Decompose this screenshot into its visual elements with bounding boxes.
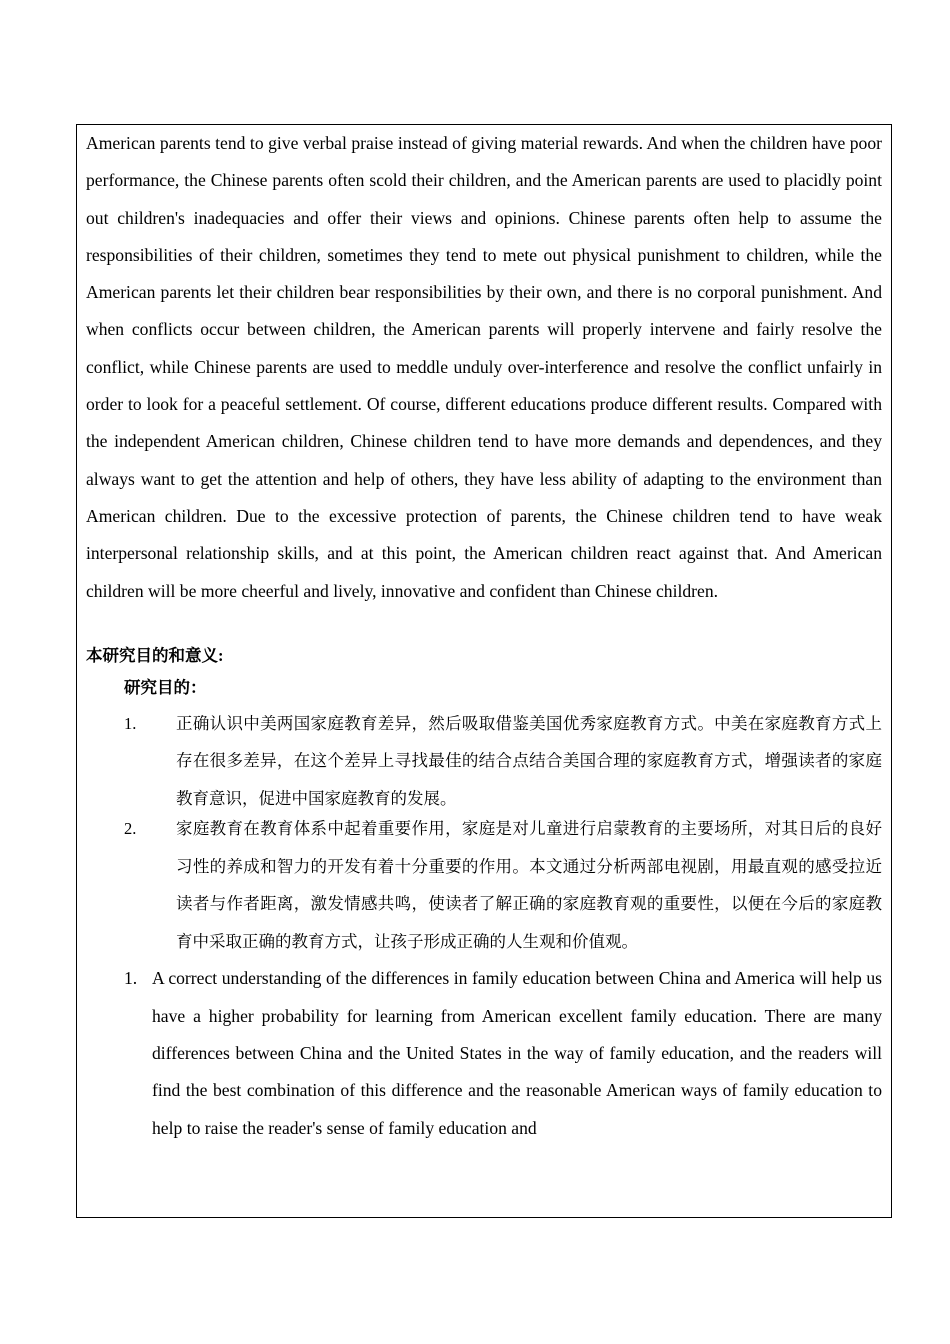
list-item-number: 2. — [124, 819, 137, 839]
sub-title: 研究目的： — [124, 677, 207, 697]
section-title: 本研究目的和意义: — [86, 645, 224, 665]
intro-paragraph: American parents tend to give verbal praise instead of giving material rewards. And when the children have poor performance, the Chinese parents often scold their children, and the American parents are used to placidly point out children's inadequacies and offer their views and opinions. Chinese parents often help to assume the responsibilities of their children, sometimes they tend to mete out physical punishment to children, while the American parents let their children bear responsibilities by their own, and there is no corporal punishment. And when conflicts occur between children, the American parents will properly intervene and fairly resolve the conflict, while Chinese parents are used to meddle unduly over-interference and resolve the conflict unfairly in order to look for a peaceful settlement. Of course, different educations produce different results. Compared with the independent American children, Chinese children tend to have more demands and dependences, and they always want to get the attention and help of others, they have less ability of adapting to the environment than American children. Due to the excessive protection of parents, the Chinese children tend to have weak interpersonal relationship skills, and at this point, the American children react against that. And American children will be more cheerful and lively, innovative and confident than Chinese children. — [86, 133, 882, 601]
list-item-text: 家庭教育在教育体系中起着重要作用，家庭是对儿童进行启蒙教育的主要场所，对其日后的良好习性的养成和智力的开发有着十分重要的作用。本文通过分析两部电视剧，用最直观的感受拉近读者与作者距离，激发情感共鸣，使读者了解正确的家庭教育观的重要性，以便在今后的家庭教育中采取正确的教育方式，让孩子形成正确的人生观和价值观。 — [176, 819, 882, 951]
list-item-number: 1. — [124, 713, 137, 733]
document-table-cell — [76, 124, 892, 1218]
list-item-text: A correct understanding of the differences in family education between China and America will help us have a higher probability for learning from American excellent family education. There are many differences between China and the United States in the way of family education, and the readers will find the best combination of this difference and the reasonable American ways of family education to help to raise the reader's sense of family education and — [152, 968, 882, 1138]
cell-content — [86, 125, 882, 1147]
list-item — [86, 960, 882, 1146]
list-item-number: 1. — [124, 968, 138, 989]
list-item — [86, 705, 882, 818]
list-item — [86, 810, 882, 960]
list-item-text: 正确认识中美两国家庭教育差异，然后吸取借鉴美国优秀家庭教育方式。中美在家庭教育方式上存在很多差异，在这个差异上寻找最佳的结合点结合美国合理的家庭教育方式，增强读者的家庭教育意识，促进中国家庭教育的发展。 — [176, 713, 882, 808]
